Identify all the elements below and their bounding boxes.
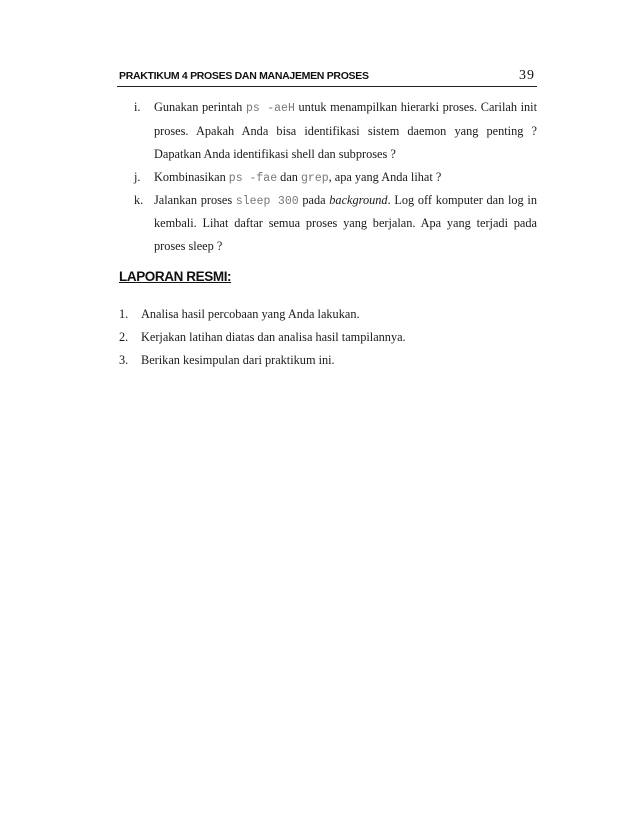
- list-number: 2.: [119, 330, 129, 344]
- item-i-line-1: [154, 100, 537, 115]
- command-code: ps -fae: [228, 172, 278, 185]
- item-i-line-2: proses. Apakah Anda bisa identifikasi sistem daemon yang penting ?: [154, 124, 537, 138]
- command-code: ps -aeH: [245, 102, 295, 115]
- item-marker: k.: [134, 193, 144, 207]
- item-k-line-1: [154, 193, 537, 208]
- list-number: 3.: [119, 353, 129, 367]
- list-text: Analisa hasil percobaan yang Anda lakukan.: [141, 307, 360, 321]
- command-code: sleep 300: [235, 195, 299, 208]
- page-number: 39: [519, 68, 535, 83]
- list-number: 1.: [119, 307, 129, 321]
- item-text: . Log off komputer dan log in: [387, 193, 537, 207]
- item-text: untuk menampilkan hierarki proses. Carilah init: [294, 100, 538, 114]
- item-text: Jalankan proses: [154, 193, 236, 207]
- item-text: pada: [298, 193, 330, 207]
- item-marker: i.: [134, 100, 141, 114]
- command-code: grep: [301, 172, 329, 185]
- header-title: PRAKTIKUM 4 PROSES DAN MANAJEMEN PROSES: [119, 70, 369, 82]
- list-text: Berikan kesimpulan dari praktikum ini.: [141, 353, 335, 367]
- item-j-line-1: [154, 170, 441, 185]
- item-text: , apa yang Anda lihat ?: [328, 170, 442, 184]
- item-i-line-3: Dapatkan Anda identifikasi shell dan subproses ?: [154, 147, 396, 161]
- emphasis-text: background: [329, 193, 388, 207]
- item-text: Kombinasikan: [154, 170, 229, 184]
- item-k-line-3: proses sleep ?: [154, 239, 223, 253]
- item-k-line-2: kembali. Lihat daftar semua proses yang berjalan. Apa yang terjadi pada: [154, 216, 537, 230]
- item-text: Gunakan perintah: [154, 100, 246, 114]
- page-header: [117, 68, 537, 87]
- item-marker: j.: [134, 170, 141, 184]
- section-title: LAPORAN RESMI:: [119, 269, 232, 284]
- item-text: dan: [277, 170, 302, 184]
- list-text: Kerjakan latihan diatas dan analisa hasil tampilannya.: [141, 330, 406, 344]
